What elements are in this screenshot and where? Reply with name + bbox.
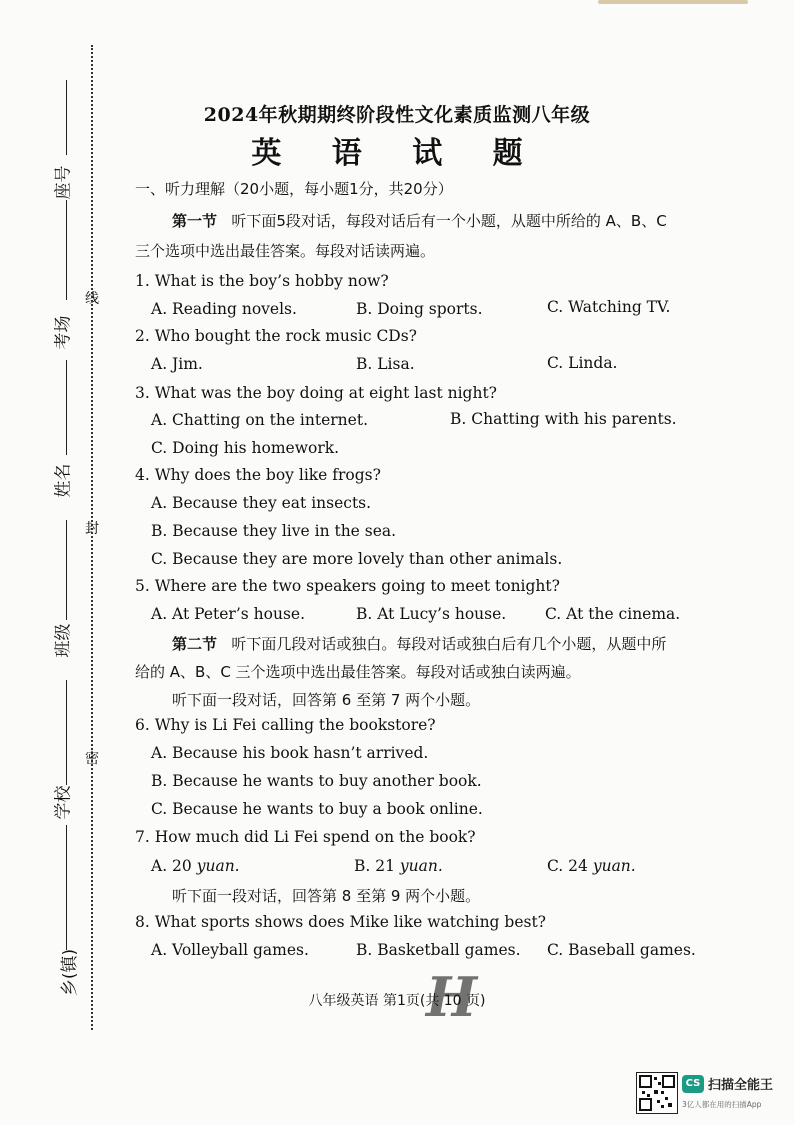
qr-code-icon [636, 1072, 678, 1114]
question-8-option-a[interactable]: A. Volleyball games. [151, 941, 309, 959]
question-6-stem: 6. Why is Li Fei calling the bookstore? [135, 716, 436, 734]
question-8-stem: 8. What sports shows does Mike like watching best? [135, 913, 546, 931]
class-blank[interactable] [66, 520, 67, 620]
question-5-option-a[interactable]: A. At Peter’s house. [151, 605, 306, 623]
question-5-stem: 5. Where are the two speakers going to meet tonight? [135, 577, 560, 595]
question-1-option-a[interactable]: A. Reading novels. [151, 300, 297, 318]
question-2-option-c[interactable]: C. Linda. [547, 354, 618, 372]
question-4-option-c[interactable]: C. Because they are more lovely than other animals. [151, 550, 563, 568]
question-3-option-b[interactable]: B. Chatting with his parents. [450, 410, 677, 428]
section1-instructions-line2: 三个选项中选出最佳答案。每段对话读两遍。 [135, 242, 436, 260]
question-3-stem: 3. What was the boy doing at eight last night? [135, 384, 497, 402]
question-6-option-c[interactable]: C. Because he wants to buy a book online. [151, 800, 483, 818]
question-7-option-a[interactable]: A. 20 yuan. [151, 857, 240, 875]
name-blank[interactable] [66, 360, 67, 455]
question-6-option-a[interactable]: A. Because his book hasn’t arrived. [151, 744, 429, 762]
question-5-option-c[interactable]: C. At the cinema. [545, 605, 681, 623]
question-3-option-a[interactable]: A. Chatting on the internet. [151, 411, 368, 429]
exam-title: 2024年秋期期终阶段性文化素质监测八年级 [203, 104, 591, 126]
seal-char-xian: 线 [85, 291, 99, 307]
school-blank[interactable] [66, 680, 67, 785]
question-5-option-b[interactable]: B. At Lucy’s house. [356, 605, 507, 623]
question-1-option-c[interactable]: C. Watching TV. [547, 298, 671, 316]
camscanner-name: 扫描全能王 [708, 1078, 774, 1093]
question-7-option-b[interactable]: B. 21 yuan. [354, 857, 443, 875]
intro-questions-8-9: 听下面一段对话，回答第 8 至第 9 两个小题。 [172, 887, 481, 905]
question-4-option-b[interactable]: B. Because they live in the sea. [151, 522, 397, 540]
seal-char-feng: 封 [85, 521, 99, 537]
seal-char-mi: 密 [85, 751, 99, 767]
question-8-option-b[interactable]: B. Basketball games. [356, 941, 521, 959]
question-4-option-a[interactable]: A. Because they eat insects. [151, 494, 372, 512]
section1-instructions-line1 [172, 210, 667, 231]
township-blank[interactable] [66, 825, 67, 950]
section1-title: 第一节 [172, 212, 218, 230]
section2-instructions-line1 [172, 633, 666, 654]
version-mark-h: H [426, 965, 478, 1029]
question-2-option-b[interactable]: B. Lisa. [356, 355, 415, 373]
intro-questions-6-7: 听下面一段对话，回答第 6 至第 7 两个小题。 [172, 691, 481, 709]
camscanner-tagline: 3亿人都在用的扫描App [682, 1100, 762, 1109]
question-6-option-b[interactable]: B. Because he wants to buy another book. [151, 772, 482, 790]
question-8-option-c[interactable]: C. Baseball games. [547, 941, 696, 959]
question-2-option-a[interactable]: A. Jim. [151, 355, 203, 373]
scan-edge-mark [598, 0, 748, 4]
question-7-option-c[interactable]: C. 24 yuan. [547, 857, 636, 875]
section2-text: 听下面几段对话或独白。每段对话或独白后有几个小题，从题中所 [231, 635, 667, 653]
section1-text: 听下面5段对话，每段对话后有一个小题，从题中所给的 A、B、C [231, 212, 667, 230]
exam-page: 线 封 密 座号 考场 姓名 班级 学校 乡(镇) 2024年秋期期终阶段性文化素质监测八年级 英 语 试 题 一、听力理解（20小题，每小题1分，共20分） 第一节 听下面5段对话，每段对话后有一个小题，从题中所给的 A、B、C 三个选项中选出最佳答案。每段对话读两遍。 1. What is the boy’s hobby now? A. Reading novels. B. Doing sports. C. Watching TV. 2. Who bought the rock music CDs? A. Jim. B. Lisa. C. Linda. 3. What was the boy doing at eight last night? A. Chatting on the internet. B. Chatting with his parents. C. Doing his homework. 4. Why does the boy like frogs? A. Because they eat insects. B. Because they live in the sea. C. Because they are more lovely than other animals. 5. Where are the two speakers going to meet tonight? A. At Peter’s house. B. At Lucy’s house. C. At the cinema. 第二节 听下面几段对话或独白。每段对话或独白后有几个小题，从题中所 给的 A、B、C 三个选项中选出最佳答案。每段对话或独白读两遍。 听下面一段对话，回答第 6 至第 7 两个小题。 6. Why is Li Fei calling the bookstore? A. Because his book hasn’t arrived. B. Because he wants to buy another book. C. Because he wants to buy a book online. 7. How much did Li Fei spend on the book? A. 20 yuan. B. 21 yuan. C. 24 yuan. 听下面一段对话，回答第 8 至第 9 两个小题。 8. What sports shows does Mike like watching best? A. Volleyball games. B. Basketball games. C. Baseball games. H 八年级英语 第1页(共 10 页) CS 扫描全能王 3亿人都在用的扫描App [0, 0, 794, 1125]
camscanner-logo-icon: CS [682, 1075, 704, 1093]
question-7-stem: 7. How much did Li Fei spend on the book? [135, 828, 476, 846]
question-3-option-c[interactable]: C. Doing his homework. [151, 439, 340, 457]
question-1-stem: 1. What is the boy’s hobby now? [135, 272, 389, 290]
question-4-stem: 4. Why does the boy like frogs? [135, 466, 381, 484]
question-1-option-b[interactable]: B. Doing sports. [356, 300, 483, 318]
part1-heading: 一、听力理解（20小题，每小题1分，共20分） [135, 180, 453, 198]
section2-title: 第二节 [172, 635, 218, 653]
page-footer: 八年级英语 第1页(共 10 页) [308, 993, 486, 1009]
question-2-stem: 2. Who bought the rock music CDs? [135, 327, 417, 345]
exam-room-blank[interactable] [66, 200, 67, 300]
section2-instructions-line2: 给的 A、B、C 三个选项中选出最佳答案。每段对话或独白读两遍。 [135, 663, 581, 681]
subject-title: 英 语 试 题 [251, 136, 543, 171]
